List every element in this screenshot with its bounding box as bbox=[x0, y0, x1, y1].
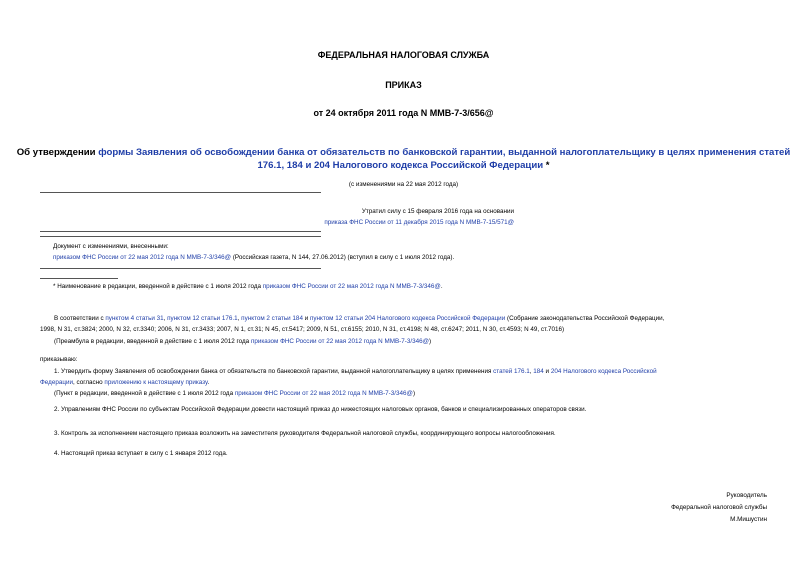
title-suffix: * bbox=[543, 160, 550, 171]
agency-title: ФЕДЕРАЛЬНАЯ НАЛОГОВАЯ СЛУЖБА bbox=[317, 50, 490, 60]
signature-block bbox=[671, 490, 767, 526]
order-items bbox=[40, 366, 769, 399]
expired-link[interactable]: приказа ФНС России от 11 декабря 2015 года N ММВ-7-15/571@ bbox=[324, 219, 514, 226]
document-title bbox=[0, 146, 807, 172]
preamble-text: В соответствии с bbox=[54, 315, 106, 322]
title-link-part2[interactable]: 176.1, 184 и 204 Налогового кодекса Российской Федерации bbox=[257, 160, 544, 171]
item-1-link-2[interactable]: 184 bbox=[533, 368, 544, 375]
signature-title: Руководитель bbox=[726, 492, 767, 499]
signature-name: М.Мишустин bbox=[730, 516, 767, 523]
preamble-note-end: ) bbox=[429, 338, 432, 345]
footnote bbox=[53, 281, 773, 292]
signature-agency: Федеральной налоговой службы bbox=[671, 504, 767, 511]
preamble-text: (Собрание законодательства Российской Федерации, bbox=[505, 315, 665, 322]
preamble bbox=[40, 313, 769, 347]
item-1 bbox=[40, 366, 769, 377]
preamble-link-2[interactable]: пунктом 12 статьи 176.1 bbox=[167, 315, 238, 322]
item-4: 4. Настоящий приказ вступает в силу с 1 января 2012 года. bbox=[54, 450, 228, 457]
doc-type: ПРИКАЗ bbox=[385, 80, 422, 90]
title-prefix: Об утверждении bbox=[16, 147, 99, 158]
order-word: приказываю: bbox=[40, 356, 78, 363]
separator: , bbox=[163, 315, 168, 322]
expired-line: Утратил силу с 15 февраля 2016 года на основании bbox=[361, 208, 514, 215]
item-1-link-1[interactable]: статей 176.1 bbox=[493, 368, 530, 375]
footnote-text: * Наименование в редакции, введенной в действие с 1 июля 2012 года bbox=[53, 283, 263, 290]
item-1-mid: , согласно bbox=[72, 379, 105, 386]
preamble-sources: 1998, N 31, ст.3824; 2000, N 32, ст.3340; 2006, N 31, ст.3433; 2007, N 1, ст.31; N 45, ст.5417; 2009, N 51, ст.6155; 2010, N 31, ст.4198; N 48, ст.6247; 2011, N 30, ст.4593; N 49, ст.7016) bbox=[40, 326, 565, 333]
changes-block bbox=[53, 241, 773, 263]
footnote-link[interactable]: приказом ФНС России от 22 мая 2012 года N ММВ-7-3/346@ bbox=[262, 283, 441, 290]
footnote-end: . bbox=[440, 283, 443, 290]
divider bbox=[40, 236, 321, 237]
doc-date-number: от 24 октября 2011 года N ММВ-7-3/656@ bbox=[313, 108, 494, 118]
title-link-part1[interactable]: формы Заявления об освобождении банка от обязательств по банковской гарантии, выданной налогоплательщику в целях применения статей bbox=[98, 147, 791, 158]
revision-note: (с изменениями на 22 мая 2012 года) bbox=[348, 181, 459, 188]
separator: и bbox=[543, 368, 551, 375]
divider bbox=[40, 192, 321, 193]
changes-label: Документ с изменениями, внесенными: bbox=[53, 243, 169, 250]
item-1-link-4[interactable]: приложению к настоящему приказу bbox=[104, 379, 208, 386]
item-1-note-link[interactable]: приказом ФНС России от 22 мая 2012 года N ММВ-7-3/346@ bbox=[234, 390, 413, 397]
item-1-link-3-cont[interactable]: Федерации bbox=[40, 379, 73, 386]
item-1-note-end: ) bbox=[412, 390, 416, 397]
item-1-end: . bbox=[207, 379, 210, 386]
item-1-text: 1. Утвердить форму Заявления об освобождении банка от обязательств по банковской гарантии, выданной налогоплательщику в целях применения bbox=[54, 368, 494, 375]
preamble-note-text: (Преамбула в редакции, введенной в действие с 1 июля 2012 года bbox=[54, 338, 251, 345]
footnote-divider bbox=[40, 278, 118, 279]
preamble-link-4[interactable]: пунктом 12 статьи 204 Налогового кодекса Российской Федерации bbox=[309, 315, 506, 322]
item-3: 3. Контроль за исполнением настоящего приказа возложить на заместителя руководителя Федеральной налоговой службы, координирующего вопросы налогообложения. bbox=[54, 430, 556, 437]
item-1-note-text: (Пункт в редакции, введенной в действие с 1 июля 2012 года bbox=[54, 390, 235, 397]
preamble-link-3[interactable]: пунктом 2 статьи 184 bbox=[241, 315, 303, 322]
divider bbox=[40, 231, 321, 232]
changes-link[interactable]: приказом ФНС России от 22 мая 2012 года N ММВ-7-3/346@ bbox=[53, 254, 232, 261]
separator: , bbox=[237, 315, 242, 322]
preamble-note-link[interactable]: приказом ФНС России от 22 мая 2012 года N ММВ-7-3/346@ bbox=[250, 338, 430, 345]
expired-notice bbox=[40, 206, 514, 228]
separator: , bbox=[529, 368, 534, 375]
item-2: 2. Управлениям ФНС России по субъектам Российской Федерации довести настоящий приказ до нижестоящих налоговых органов, банков и специализированных операторов связи. bbox=[54, 406, 587, 413]
preamble-link-1[interactable]: пунктом 4 статьи 31 bbox=[105, 315, 164, 322]
divider bbox=[40, 268, 321, 269]
changes-suffix: (Российская газета, N 144, 27.06.2012) (вступил в силу с 1 июля 2012 года). bbox=[231, 254, 455, 261]
item-1-link-3[interactable]: 204 Налогового кодекса Российской bbox=[550, 368, 657, 375]
separator: и bbox=[302, 315, 310, 322]
